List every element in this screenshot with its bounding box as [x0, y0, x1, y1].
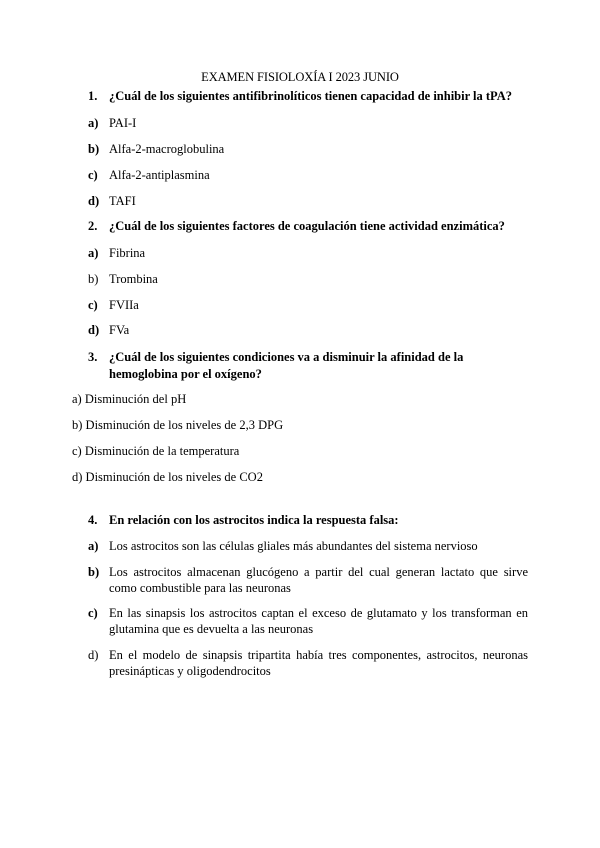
- option-4d: [88, 647, 528, 679]
- option-text: Trombina: [109, 272, 158, 286]
- option-text: En el modelo de sinapsis tripartita había tres componentes, astrocitos, neuronas presinápticas y oligodendrocitos: [109, 648, 528, 678]
- option-4a: [88, 538, 528, 554]
- question-number: 4.: [88, 513, 98, 527]
- option-label: c): [88, 168, 98, 182]
- option-2c: [88, 297, 528, 313]
- option-1a: [88, 115, 528, 131]
- option-label: a): [88, 116, 99, 130]
- option-label: d): [88, 194, 100, 208]
- page-title: EXAMEN FISIOLOXÍA I 2023 JUNIO: [201, 70, 399, 84]
- option-text: TAFI: [109, 194, 136, 208]
- option-text: Alfa-2-antiplasmina: [109, 168, 210, 182]
- option-label: d): [88, 648, 99, 662]
- option-2b: [88, 271, 528, 287]
- question-number: 1.: [88, 89, 98, 103]
- question-text: En relación con los astrocitos indica la respuesta falsa:: [109, 513, 399, 527]
- option-3d: d) Disminución de los niveles de CO2: [72, 470, 263, 484]
- option-text: En las sinapsis los astrocitos captan el exceso de glutamato y los transforman en glutamina que es devuelta a las neuronas: [109, 606, 528, 636]
- option-label: b): [88, 272, 99, 286]
- option-1b: [88, 141, 528, 157]
- option-3a: a) Disminución del pH: [72, 392, 187, 406]
- option-label: a): [88, 246, 99, 260]
- question-text: ¿Cuál de los siguientes antifibrinolíticos tienen capacidad de inhibir la tPA?: [109, 89, 513, 103]
- option-1d: [88, 193, 528, 209]
- question-number: 2.: [88, 219, 98, 233]
- option-label: b): [88, 142, 100, 156]
- option-4b: [88, 564, 528, 596]
- option-2d: [88, 322, 528, 338]
- option-text: Fibrina: [109, 246, 146, 260]
- option-3b: b) Disminución de los niveles de 2,3 DPG: [72, 418, 284, 432]
- option-label: a): [88, 539, 99, 553]
- question-1: [88, 88, 528, 105]
- option-text: FVa: [109, 323, 130, 337]
- option-3c: c) Disminución de la temperatura: [72, 444, 240, 458]
- question-3: [88, 349, 528, 383]
- option-label: c): [88, 606, 98, 620]
- option-2a: [88, 245, 528, 261]
- question-text: ¿Cuál de los siguientes factores de coagulación tiene actividad enzimática?: [109, 219, 505, 233]
- option-text: PAI-I: [109, 116, 137, 130]
- option-label: d): [88, 323, 100, 337]
- option-1c: [88, 167, 528, 183]
- question-number: 3.: [88, 350, 98, 364]
- option-label: b): [88, 565, 100, 579]
- option-label: c): [88, 298, 98, 312]
- option-text: FVIIa: [109, 298, 139, 312]
- option-text: Los astrocitos almacenan glucógeno a partir del cual generan lactato que sirve como combustible para las neuronas: [109, 565, 528, 595]
- question-4: [88, 512, 528, 529]
- question-text: ¿Cuál de los siguientes condiciones va a disminuir la afinidad de la hemoglobina por el oxígeno?: [109, 350, 464, 381]
- option-text: Los astrocitos son las células gliales más abundantes del sistema nervioso: [109, 539, 478, 553]
- option-4c: [88, 605, 528, 637]
- question-2: [88, 218, 528, 235]
- option-text: Alfa-2-macroglobulina: [109, 142, 225, 156]
